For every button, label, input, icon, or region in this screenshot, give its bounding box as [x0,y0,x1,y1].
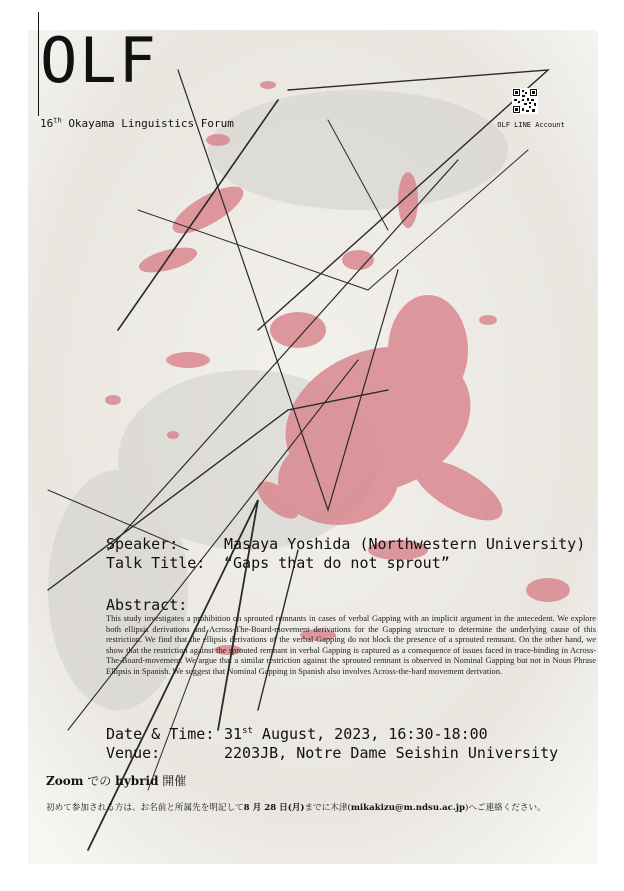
date-time-value [224,725,488,743]
zoom-word: Zoom [46,774,84,788]
qr-code-icon[interactable] [512,88,538,114]
speaker-value: Masaya Yoshida (Northwestern University) [224,535,586,553]
qr-caption: OLF LINE Account [497,121,565,129]
talk-title-value: “Gaps that do not sprout” [224,554,450,572]
zoom-de: での [83,774,116,788]
speaker-label: Speaker: [106,535,179,553]
date-suffix: st [242,726,253,736]
hybrid-suffix: 開催 [158,774,187,788]
date-day: 31 [224,725,243,743]
talk-title-label: Talk Title: [106,554,206,572]
vertical-rule [38,12,39,116]
date-rest: August, 2023, 16:30-18:00 [252,725,488,743]
abstract-heading: Abstract: [106,596,188,614]
forum-ordinal-number: 16 [40,117,54,130]
hybrid-word: hybrid [115,774,159,788]
logo-olf: OLF [40,24,158,97]
venue-value: 2203JB, Notre Dame Seishin University [224,744,559,762]
forum-ordinal-suffix: th [53,116,62,125]
note-middle: までに木津( [304,803,351,813]
zoom-hybrid-line [46,772,186,789]
note-before: 初めて参加される方は、お名前と所属先を明記して [46,803,244,813]
contact-email-link[interactable]: mikakizu@m.ndsu.ac.jp [350,803,465,813]
venue-label: Venue: [106,744,161,762]
forum-name: Okayama Linguistics Forum [68,117,234,130]
abstract-text: This study investigates a prohibition on sprouted remnants in cases of verbal Gapping with an implicit argument in the antecedent. We explore both ellipsis derivations and Across-The-Board-movement derivations for the Gapping structure to determine the underlying cause of this restriction. We find that the ellipsis derivations of the verbal Gapping do not block the presence of a sprouted remnant. On the other hand, we show that the restriction against the sprouted remnant in verbal Gapping is captured as a consequence of issues faced in trace-binding in Across-The-Board-movement. We argue that a similar restriction against the sprouted remnant is observed in Nominal Gapping but not in Noun Phrase Ellipsis in Spanish. We suggest that Nominal Gapping in Spanish also involves Across-the-bard movement derivation. [106,614,596,676]
note-date: 8 月 28 日(月) [243,803,305,813]
note-after: )へご連絡ください。 [464,803,546,813]
date-time-label: Date & Time: [106,725,215,743]
forum-subtitle [40,117,234,130]
registration-note [46,801,546,813]
